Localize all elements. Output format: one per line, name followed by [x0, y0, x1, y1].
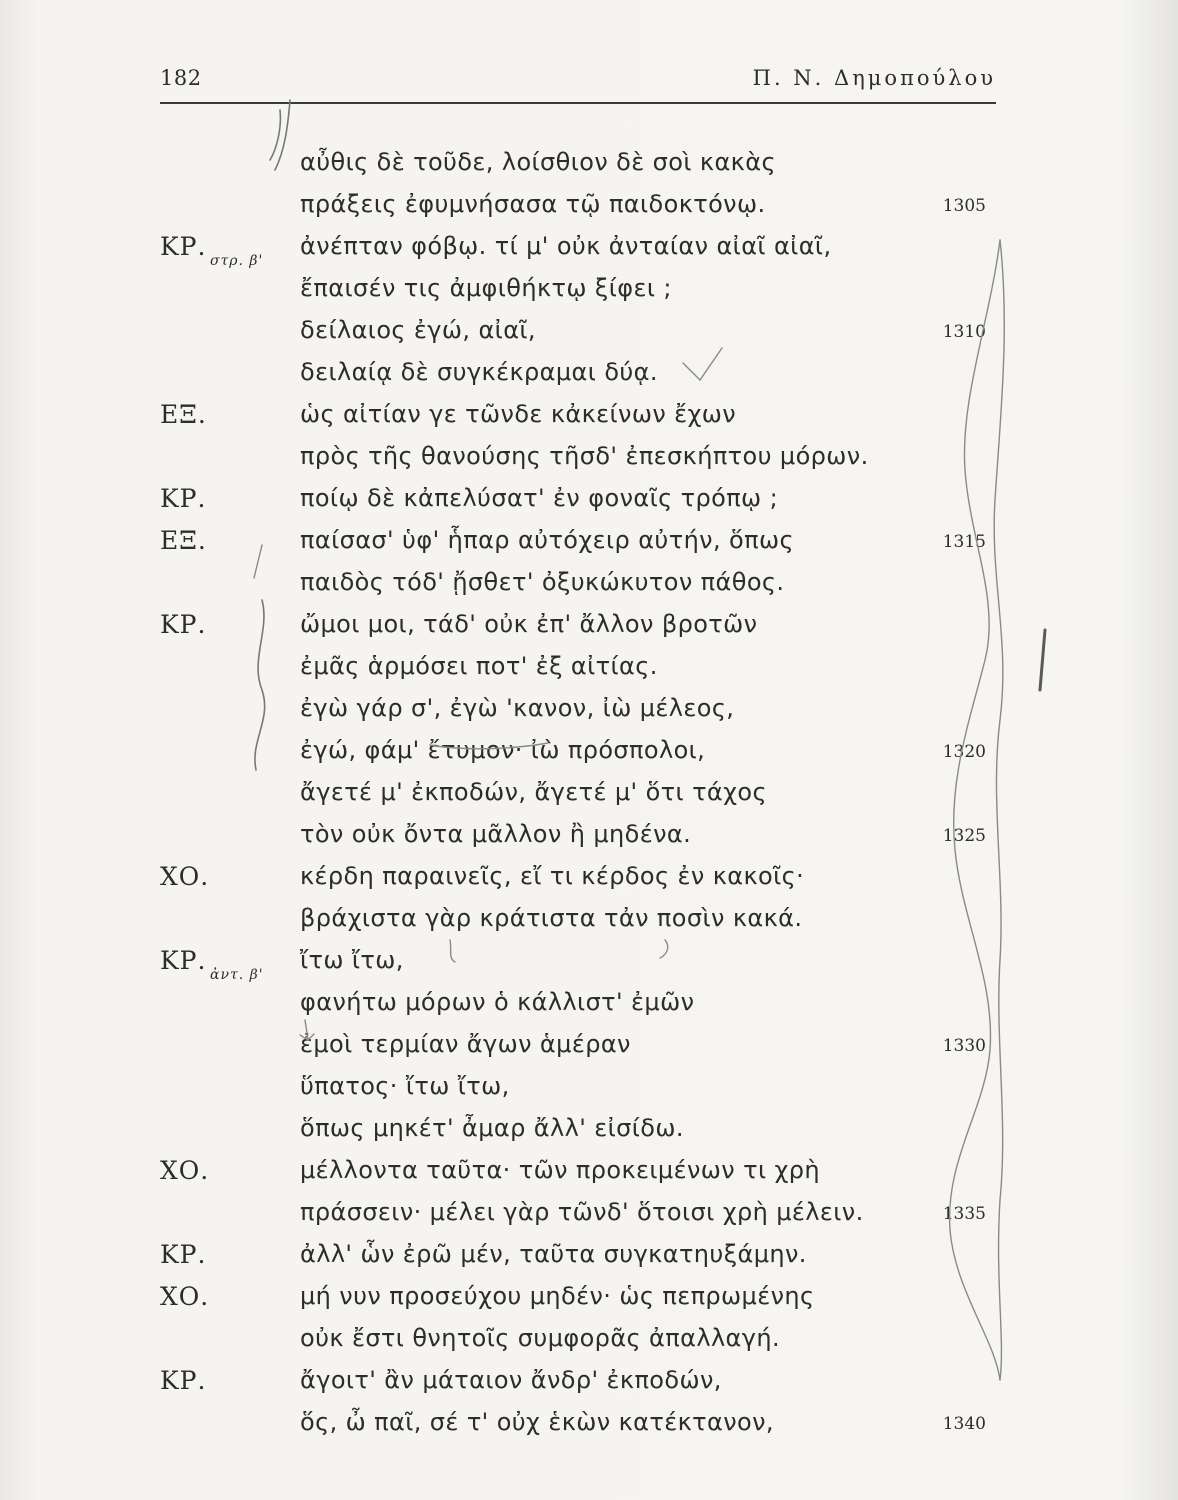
verse-text: ὅπως μηκέτ' ἆμαρ ἄλλ' εἰσίδω.	[300, 1114, 684, 1142]
verse-text: αὖθις δὲ τοῦδε, λοίσθιον δὲ σοὶ κακὰς	[300, 148, 776, 176]
verse-text: ποίῳ δὲ κἀπελύσατ' ἐν φοναῖς τρόπῳ ;	[300, 484, 779, 512]
verse-line	[0, 400, 1178, 440]
verse-text: πράσσειν· μέλει γὰρ τῶνδ' ὅτοισι χρὴ μέλειν.	[300, 1198, 864, 1226]
speaker-label: ΚΡ.	[160, 610, 207, 639]
verse-line	[0, 358, 1178, 398]
speaker-label: ΚΡ.	[160, 232, 207, 261]
strophe-marker: ἀντ. β'	[210, 967, 264, 983]
line-number: 1320	[942, 742, 986, 762]
verse-text: παίσασ' ὑφ' ἧπαρ αὐτόχειρ αὐτήν, ὅπως	[300, 526, 794, 554]
speaker-label: ΚΡ.	[160, 1240, 207, 1269]
verse-line	[0, 568, 1178, 608]
verse-line	[0, 946, 1178, 986]
verse-text: ἔπαισέν τις ἀμφιθήκτῳ ξίφει ;	[300, 274, 672, 302]
verse-line	[0, 1030, 1178, 1070]
strophe-marker: στρ. β'	[210, 253, 264, 269]
line-number: 1310	[942, 322, 986, 342]
verse-line	[0, 694, 1178, 734]
line-number: 1305	[942, 196, 986, 216]
verse-text: ἐμᾶς ἁρμόσει ποτ' ἐξ αἰτίας.	[300, 652, 658, 680]
verse-line	[0, 190, 1178, 230]
line-number: 1325	[942, 826, 986, 846]
verse-text: δειλαίᾳ δὲ συγκέκραμαι δύᾳ.	[300, 358, 658, 386]
verse-text: ἐμοὶ τερμίαν ἄγων ἁμέραν	[300, 1030, 631, 1058]
verse-text: ἐγώ, φάμ' ἔτυμον· ἰὼ πρόσπολοι,	[300, 736, 706, 764]
verse-line	[0, 1408, 1178, 1448]
verse-text: μή νυν προσεύχου μηδέν· ὡς πεπρωμένης	[300, 1282, 815, 1310]
verse-line	[0, 232, 1178, 272]
verse-line	[0, 778, 1178, 818]
verse-text: ὕπατος· ἴτω ἴτω,	[300, 1072, 510, 1100]
verse-text: πρὸς τῆς θανούσης τῆσδ' ἐπεσκήπτου μόρων.	[300, 442, 869, 470]
speaker-label: ΧΟ.	[160, 1156, 210, 1185]
verse-line	[0, 1114, 1178, 1154]
verse-line	[0, 1324, 1178, 1364]
verse-line	[0, 1366, 1178, 1406]
speaker-label: ΕΞ.	[160, 526, 207, 555]
verse-text: ἴτω ἴτω,	[300, 946, 404, 974]
verse-text: παιδὸς τόδ' ᾔσθετ' ὀξυκώκυτον πάθος.	[300, 568, 785, 596]
verse-text: μέλλοντα ταῦτα· τῶν προκειμένων τι χρὴ	[300, 1156, 820, 1184]
speaker-label: ΕΞ.	[160, 400, 207, 429]
verse-line	[0, 1198, 1178, 1238]
verse-text: πράξεις ἐφυμνήσασα τῷ παιδοκτόνῳ.	[300, 190, 766, 218]
verse-text: ἄγετέ μ' ἐκποδών, ἄγετέ μ' ὅτι τάχος	[300, 778, 767, 806]
verse-line	[0, 820, 1178, 860]
verse-line	[0, 484, 1178, 524]
verse-text: ἀνέπταν φόβῳ. τί μ' οὐκ ἀνταίαν αἰαῖ αἰαῖ,	[300, 232, 832, 260]
page-number: 182	[160, 66, 202, 90]
verse-line	[0, 316, 1178, 356]
line-number: 1315	[942, 532, 986, 552]
verse-line	[0, 904, 1178, 944]
verse-line	[0, 442, 1178, 482]
speaker-label: ΧΟ.	[160, 1282, 210, 1311]
verse-text: κέρδη παραινεῖς, εἴ τι κέρδος ἐν κακοῖς·	[300, 862, 805, 890]
verse-text: οὐκ ἔστι θνητοῖς συμφορᾶς ἀπαλλαγή.	[300, 1324, 781, 1352]
running-head: Π. Ν. Δημοπούλου	[752, 66, 996, 90]
verse-line	[0, 526, 1178, 566]
verse-text: ὡς αἰτίαν γε τῶνδε κἀκείνων ἔχων	[300, 400, 737, 428]
line-number: 1335	[942, 1204, 986, 1224]
verse-line	[0, 736, 1178, 776]
verse-text: ἄγοιτ' ἂν μάταιον ἄνδρ' ἐκποδών,	[300, 1366, 722, 1394]
verse-text: τὸν οὐκ ὄντα μᾶλλον ἢ μηδένα.	[300, 820, 692, 848]
verse-text: βράχιστα γὰρ κράτιστα τἀν ποσὶν κακά.	[300, 904, 803, 932]
verse-text: ἀλλ' ὧν ἐρῶ μέν, ταῦτα συγκατηυξάμην.	[300, 1240, 807, 1268]
line-number: 1330	[942, 1036, 986, 1056]
verse-text: ὤμοι μοι, τάδ' οὐκ ἐπ' ἄλλον βροτῶν	[300, 610, 758, 638]
verse-line	[0, 1282, 1178, 1322]
speaker-label: ΚΡ.	[160, 484, 207, 513]
verse-text: δείλαιος ἐγώ, αἰαῖ,	[300, 316, 536, 344]
verse-line	[0, 1072, 1178, 1112]
verse-line	[0, 610, 1178, 650]
verse-line	[0, 1240, 1178, 1280]
verse-line	[0, 148, 1178, 188]
verse-text: φανήτω μόρων ὁ κάλλιστ' ἐμῶν	[300, 988, 695, 1016]
verse-line	[0, 652, 1178, 692]
verse-line	[0, 274, 1178, 314]
speaker-label: ΧΟ.	[160, 862, 210, 891]
verse-text: ἐγὼ γάρ σ', ἐγὼ 'κανον, ἰὼ μέλεος,	[300, 694, 735, 722]
verse-text: ὅς, ὦ παῖ, σέ τ' οὐχ ἑκὼν κατέκτανον,	[300, 1408, 774, 1436]
verse-line	[0, 1156, 1178, 1196]
speaker-label: ΚΡ.	[160, 1366, 207, 1395]
verse-line	[0, 988, 1178, 1028]
verse-line	[0, 862, 1178, 902]
line-number: 1340	[942, 1414, 986, 1434]
speaker-label: ΚΡ.	[160, 946, 207, 975]
